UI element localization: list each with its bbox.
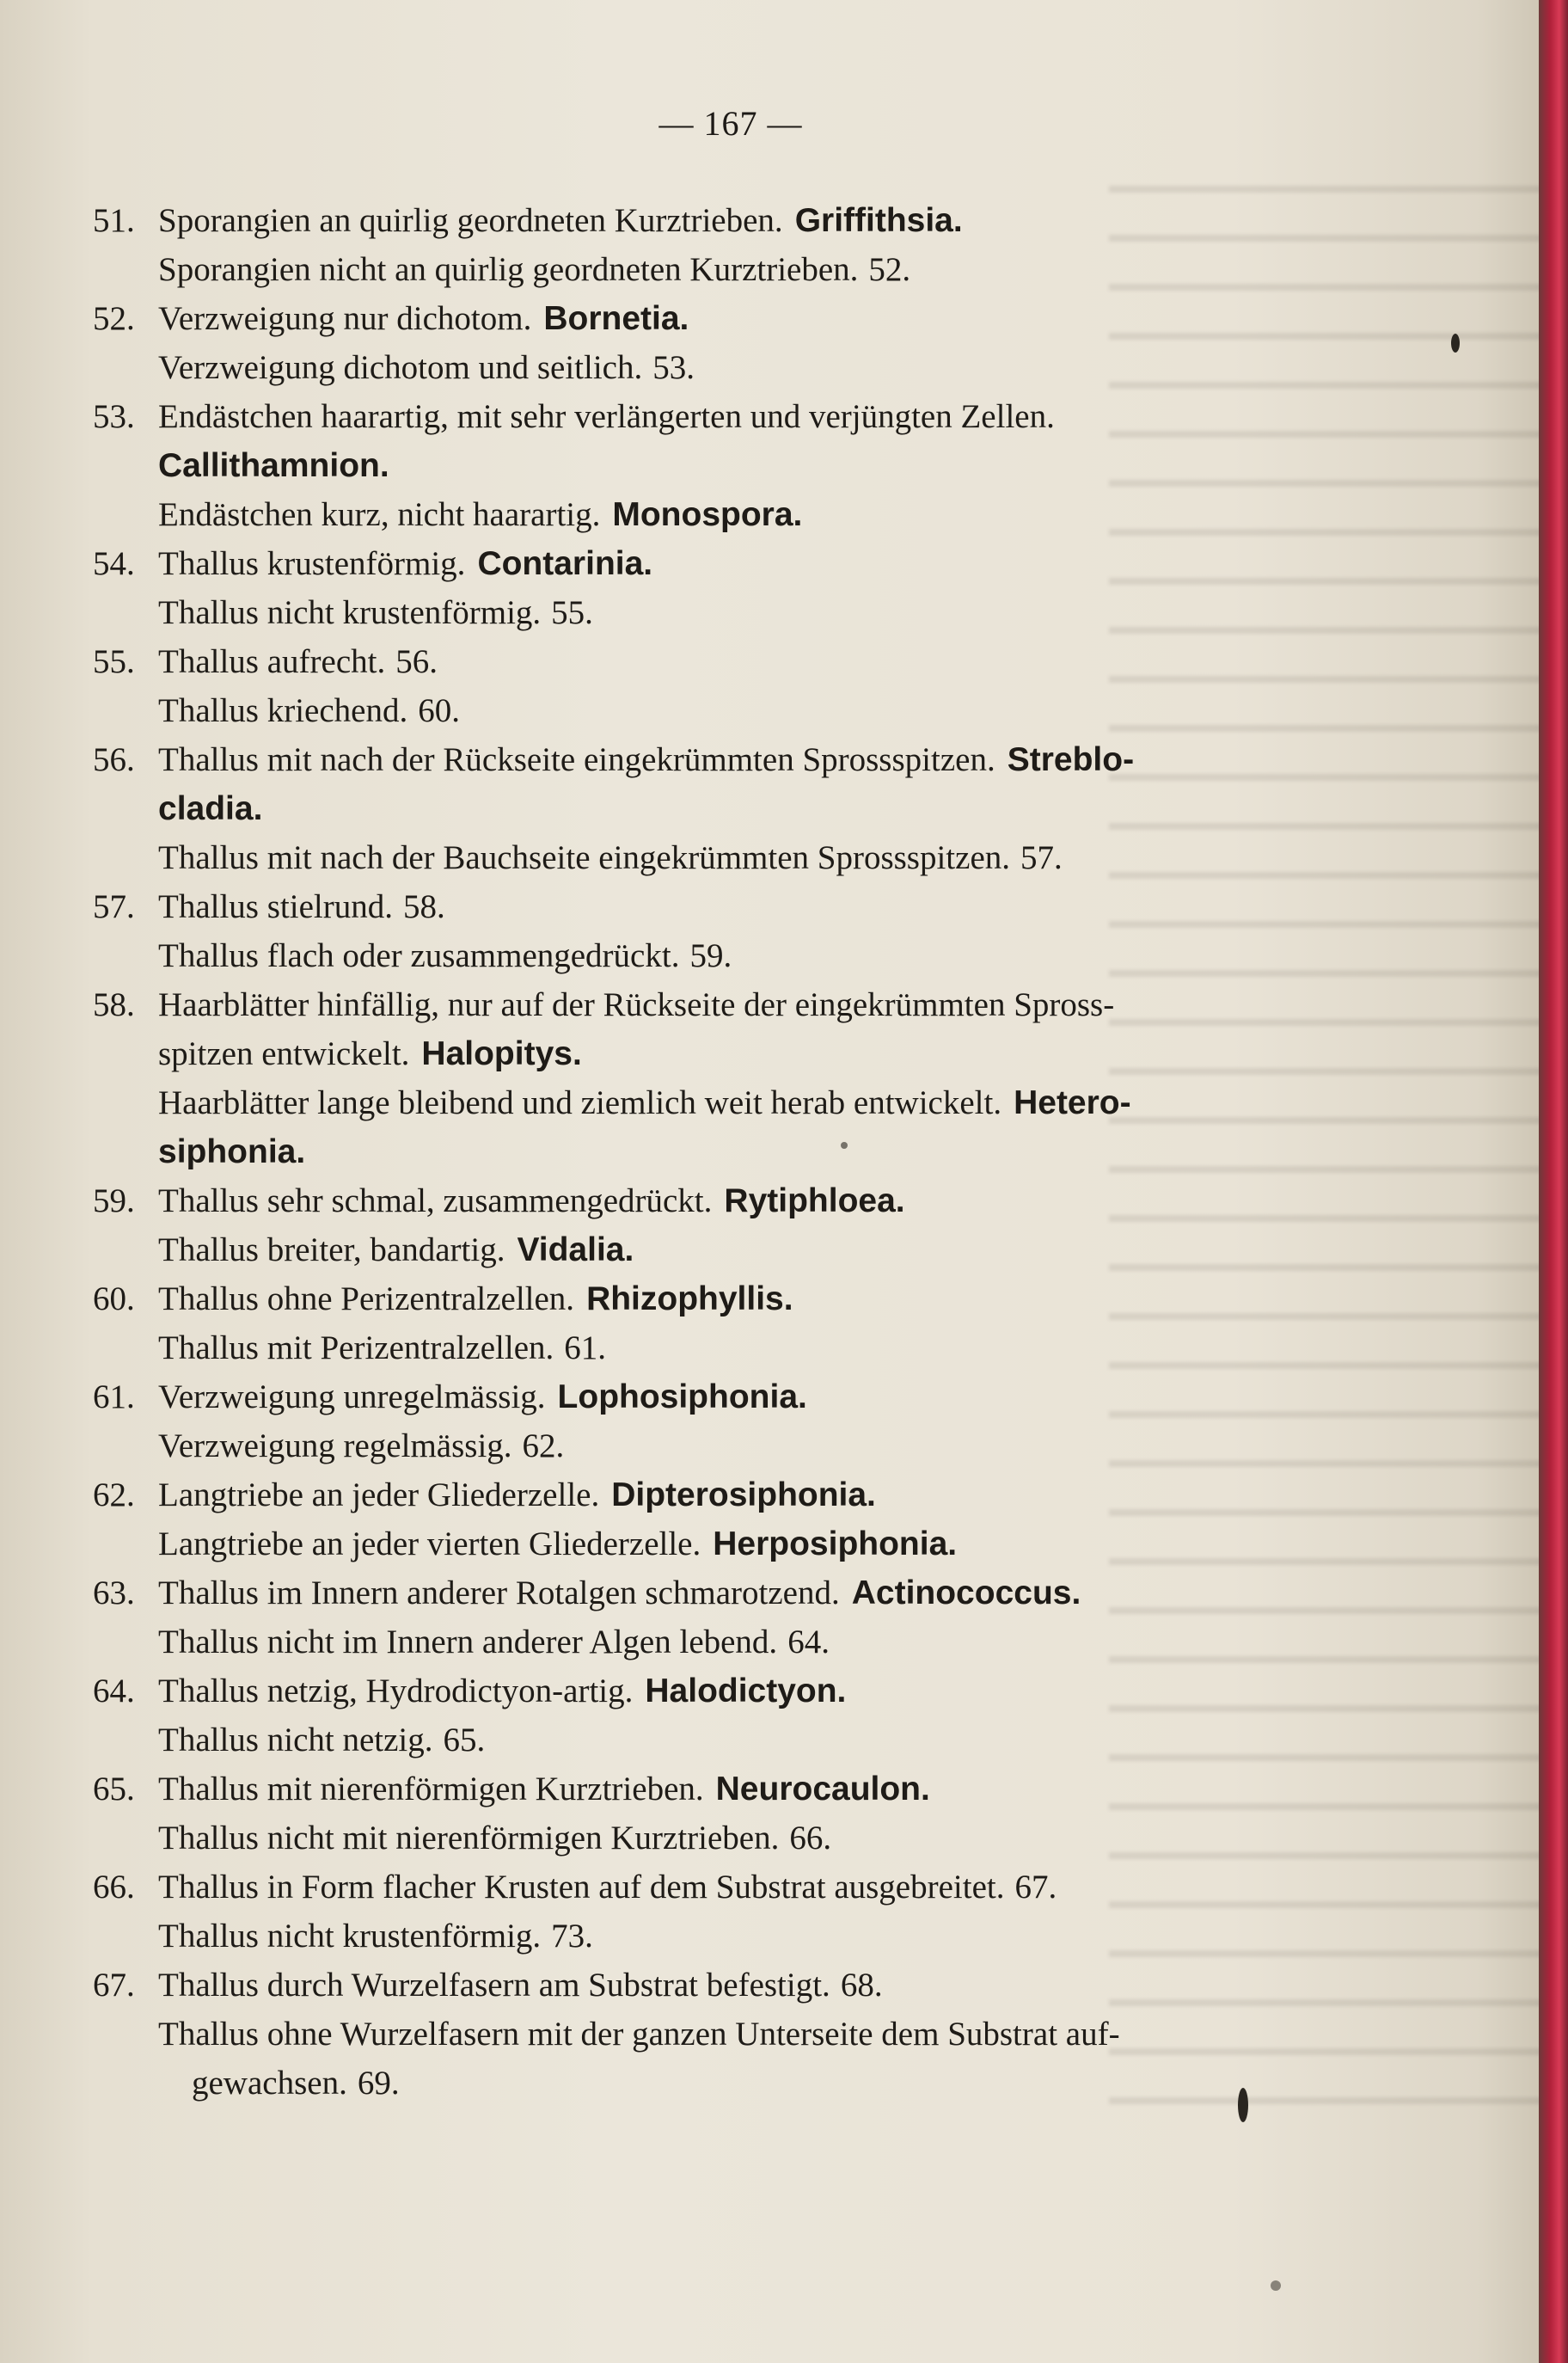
key-text: Thallus nicht netzig. (158, 1722, 433, 1758)
page-edge-red (1539, 0, 1568, 2363)
identification-key (93, 196, 1382, 2108)
key-text: Thallus aufrecht. (158, 643, 386, 680)
couplet-number: 57. (93, 888, 135, 925)
key-text: Sporangien nicht an quirlig geordneten Kurztrieben. (158, 251, 859, 288)
key-line (93, 1029, 1382, 1078)
key-line (93, 1470, 1382, 1519)
couplet-number: 51. (93, 202, 135, 239)
couplet-number: 67. (93, 1967, 135, 2004)
key-text: Thallus flach oder zusammengedrückt. (158, 937, 680, 974)
key-text: Thallus ohne Perizentralzellen. (158, 1280, 575, 1317)
key-line (93, 1127, 1382, 1176)
genus-name: Lophosiphonia. (557, 1378, 807, 1415)
key-text: Thallus ohne Wurzelfasern mit der ganzen Unterseite dem Substrat auf- (158, 2016, 1120, 2053)
couplet-number: 59. (93, 1182, 135, 1219)
key-text: Sporangien an quirlig geordneten Kurztrieben. (158, 202, 783, 239)
key-line (93, 1715, 1382, 1765)
couplet-reference: 59. (689, 937, 732, 974)
genus-name: Bornetia. (543, 300, 689, 337)
ink-spot (1238, 2088, 1248, 2122)
key-line (93, 1912, 1382, 1961)
key-text: Verzweigung unregelmässig. (158, 1378, 546, 1415)
genus-name: Halodictyon. (645, 1673, 847, 1709)
key-line (93, 637, 1382, 686)
couplet-number: 64. (93, 1673, 135, 1709)
key-text: Thallus nicht mit nierenförmigen Kurztrieben. (158, 1820, 780, 1857)
couplet-reference: 67. (1014, 1869, 1057, 1906)
key-text: Thallus stielrund. (158, 888, 393, 925)
key-line (93, 1225, 1382, 1274)
couplet-number: 62. (93, 1476, 135, 1513)
genus-name: Contarinia. (477, 545, 653, 582)
key-line (93, 931, 1382, 980)
key-line (93, 343, 1382, 392)
key-line (93, 1814, 1382, 1863)
genus-name: Griffithsia. (794, 202, 963, 239)
key-line (93, 2010, 1382, 2059)
couplet-number: 56. (93, 741, 135, 778)
key-text: Haarblätter hinfällig, nur auf der Rückseite der eingekrümmten Spross- (158, 986, 1115, 1023)
key-text: Thallus mit nach der Rückseite eingekrümmten Sprossspitzen. (158, 741, 995, 778)
key-text: Thallus mit Perizentralzellen. (158, 1329, 554, 1366)
key-line (93, 882, 1382, 931)
key-line (93, 1666, 1382, 1715)
couplet-reference: 57. (1020, 839, 1063, 876)
genus-name: cladia. (158, 790, 263, 827)
key-text: Thallus nicht krustenförmig. (158, 1918, 542, 1955)
genus-name: Halopitys. (421, 1035, 582, 1072)
key-line (93, 196, 1382, 245)
couplet-reference: 62. (522, 1427, 565, 1464)
genus-name: Herposiphonia. (713, 1525, 958, 1562)
key-text: Thallus mit nach der Bauchseite eingekrümmten Sprossspitzen. (158, 839, 1011, 876)
page-number: — 167 — (658, 104, 803, 143)
key-line (93, 1617, 1382, 1666)
key-line (93, 245, 1382, 294)
key-line (93, 1863, 1382, 1912)
key-line (93, 1323, 1382, 1372)
couplet-reference: 60. (418, 692, 460, 729)
key-line (93, 588, 1382, 637)
couplet-reference: 56. (395, 643, 438, 680)
key-text: Verzweigung regelmässig. (158, 1427, 512, 1464)
couplet-reference: 65. (443, 1722, 486, 1758)
genus-name: Streblo- (1007, 741, 1135, 778)
couplet-number: 60. (93, 1280, 135, 1317)
couplet-number: 52. (93, 300, 135, 337)
key-line (93, 1765, 1382, 1814)
key-text: gewachsen. (192, 2065, 347, 2102)
key-line (93, 294, 1382, 343)
couplet-reference: 58. (402, 888, 445, 925)
key-line (93, 490, 1382, 539)
key-line (93, 784, 1382, 833)
key-text: Endästchen haarartig, mit sehr verlängerten und verjüngten Zellen. (158, 398, 1055, 435)
genus-name: Hetero- (1014, 1084, 1131, 1121)
key-text: Thallus mit nierenförmigen Kurztrieben. (158, 1771, 704, 1808)
couplet-reference: 55. (551, 594, 593, 631)
key-line (93, 1372, 1382, 1421)
key-text: Endästchen kurz, nicht haarartig. (158, 496, 601, 533)
key-line (93, 1078, 1382, 1127)
key-line (93, 1421, 1382, 1470)
genus-name: Neurocaulon. (715, 1771, 930, 1808)
couplet-number: 63. (93, 1574, 135, 1611)
key-text: Langtriebe an jeder vierten Gliederzelle. (158, 1525, 701, 1562)
couplet-reference: 69. (357, 2065, 400, 2102)
key-text: Verzweigung nur dichotom. (158, 300, 532, 337)
genus-name: Rytiphloea. (724, 1182, 905, 1219)
key-line (93, 1274, 1382, 1323)
genus-name: Actinococcus. (851, 1574, 1081, 1611)
couplet-reference: 73. (551, 1918, 593, 1955)
key-text: Thallus breiter, bandartig. (158, 1231, 505, 1268)
couplet-number: 65. (93, 1771, 135, 1808)
genus-name: Monospora. (612, 496, 803, 533)
key-line (93, 833, 1382, 882)
couplet-number: 61. (93, 1378, 135, 1415)
genus-name: Dipterosiphonia. (611, 1476, 876, 1513)
genus-name: siphonia. (158, 1133, 306, 1170)
key-text: Thallus nicht im Innern anderer Algen lebend. (158, 1623, 778, 1660)
key-line (93, 1519, 1382, 1568)
key-line (93, 1568, 1382, 1617)
key-text: Thallus durch Wurzelfasern am Substrat befestigt. (158, 1967, 830, 2004)
key-text: Thallus kriechend. (158, 692, 408, 729)
key-text: Thallus im Innern anderer Rotalgen schmarotzend. (158, 1574, 840, 1611)
key-line (93, 980, 1382, 1029)
key-text: Thallus nicht krustenförmig. (158, 594, 542, 631)
key-text: Thallus krustenförmig. (158, 545, 466, 582)
key-line (93, 686, 1382, 735)
couplet-number: 66. (93, 1869, 135, 1906)
key-line (93, 392, 1382, 441)
key-line (93, 441, 1382, 490)
genus-name: Rhizophyllis. (586, 1280, 793, 1317)
key-line (93, 735, 1382, 784)
couplet-reference: 64. (787, 1623, 830, 1660)
ink-spot (1451, 334, 1460, 353)
couplet-reference: 53. (652, 349, 695, 386)
key-line (93, 1176, 1382, 1225)
key-text: Thallus sehr schmal, zusammengedrückt. (158, 1182, 713, 1219)
key-line (93, 1961, 1382, 2010)
couplet-number: 54. (93, 545, 135, 582)
couplet-reference: 52. (868, 251, 911, 288)
ink-spot (1271, 2280, 1281, 2291)
couplet-number: 58. (93, 986, 135, 1023)
key-text: Haarblätter lange bleibend und ziemlich weit herab entwickelt. (158, 1084, 1002, 1121)
key-text: Langtriebe an jeder Gliederzelle. (158, 1476, 600, 1513)
key-line (93, 539, 1382, 588)
key-line (93, 2059, 1382, 2108)
couplet-number: 55. (93, 643, 135, 680)
couplet-reference: 61. (564, 1329, 606, 1366)
genus-name: Vidalia. (517, 1231, 634, 1268)
genus-name: Callithamnion. (158, 447, 389, 484)
key-text: spitzen entwickelt. (158, 1035, 410, 1072)
couplet-reference: 68. (840, 1967, 883, 2004)
ink-spot (841, 1142, 848, 1149)
couplet-number: 53. (93, 398, 135, 435)
key-text: Thallus in Form flacher Krusten auf dem Substrat ausgebreitet. (158, 1869, 1005, 1906)
key-text: Thallus netzig, Hydrodictyon-artig. (158, 1673, 634, 1709)
couplet-reference: 66. (789, 1820, 832, 1857)
key-text: Verzweigung dichotom und seitlich. (158, 349, 643, 386)
